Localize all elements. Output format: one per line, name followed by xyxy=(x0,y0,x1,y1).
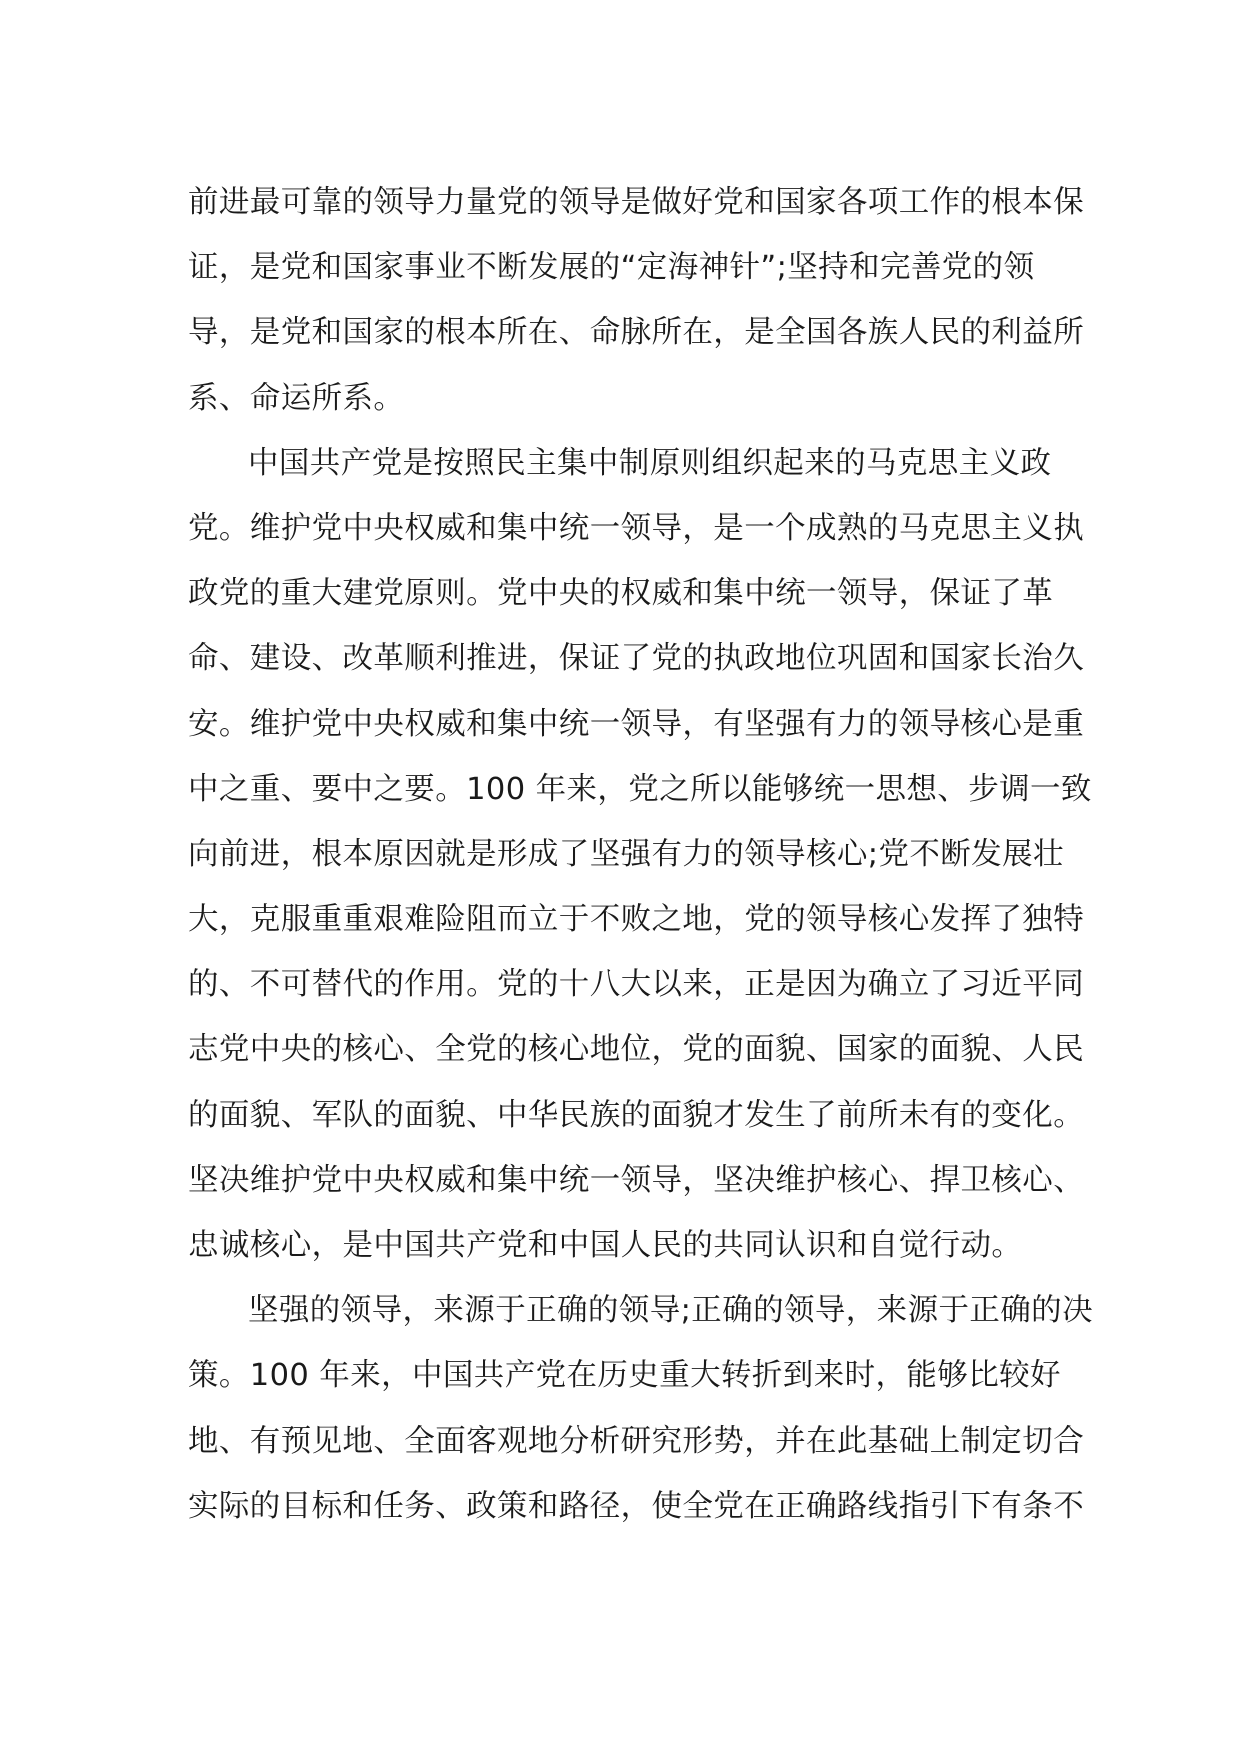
text-line: 向前进，根本原因就是形成了坚强有力的领导核心;党不断发展壮 xyxy=(188,836,1064,872)
text-line: 党。维护党中央权威和集中统一领导，是一个成熟的马克思主义执 xyxy=(188,510,1085,546)
text-line: 中之重、要中之要。100 年来，党之所以能够统一思想、步调一致 xyxy=(188,771,1092,807)
text-line: 政党的重大建党原则。党中央的权威和集中统一领导，保证了革 xyxy=(188,576,1054,612)
paragraph-first-line: 中国共产党是按照民主集中制原则组织起来的马克思主义政 xyxy=(248,445,1052,481)
text-line: 安。维护党中央权威和集中统一领导，有坚强有力的领导核心是重 xyxy=(188,706,1085,742)
text-line: 前进最可靠的领导力量党的领导是做好党和国家各项工作的根本保 xyxy=(188,185,1085,220)
text-line: 坚决维护党中央权威和集中统一领导，坚决维护核心、捍卫核心、 xyxy=(188,1162,1085,1198)
text-line: 命、建设、改革顺利推进，保证了党的执政地位巩固和国家长治久 xyxy=(188,641,1085,677)
text-line: 证，是党和国家事业不断发展的“定海神针”;坚持和完善党的领 xyxy=(188,250,1035,286)
text-line: 的、不可替代的作用。党的十八大以来，正是因为确立了习近平同 xyxy=(188,967,1085,1003)
text-line: 地、有预见地、全面客观地分析研究形势，并在此基础上制定切合 xyxy=(188,1423,1085,1459)
text-line: 实际的目标和任务、政策和路径，使全党在正确路线指引下有条不 xyxy=(188,1488,1085,1524)
text-line: 的面貌、军队的面貌、中华民族的面貌才发生了前所未有的变化。 xyxy=(188,1097,1085,1133)
text-line: 系、命运所系。 xyxy=(188,380,405,416)
text-line: 策。100 年来，中国共产党在历史重大转折到来时，能够比较好 xyxy=(188,1358,1061,1394)
text-line: 导，是党和国家的根本所在、命脉所在，是全国各族人民的利益所 xyxy=(188,315,1085,351)
body-text xyxy=(188,170,1093,1539)
text-line: 志党中央的核心、全党的核心地位，党的面貌、国家的面貌、人民 xyxy=(188,1032,1085,1068)
paragraph-first-line: 坚强的领导，来源于正确的领导;正确的领导，来源于正确的决 xyxy=(248,1293,1093,1329)
text-line: 大，克服重重艰难险阻而立于不败之地，党的领导核心发挥了独特 xyxy=(188,902,1085,938)
text-line: 忠诚核心，是中国共产党和中国人民的共同认识和自觉行动。 xyxy=(188,1228,1023,1263)
